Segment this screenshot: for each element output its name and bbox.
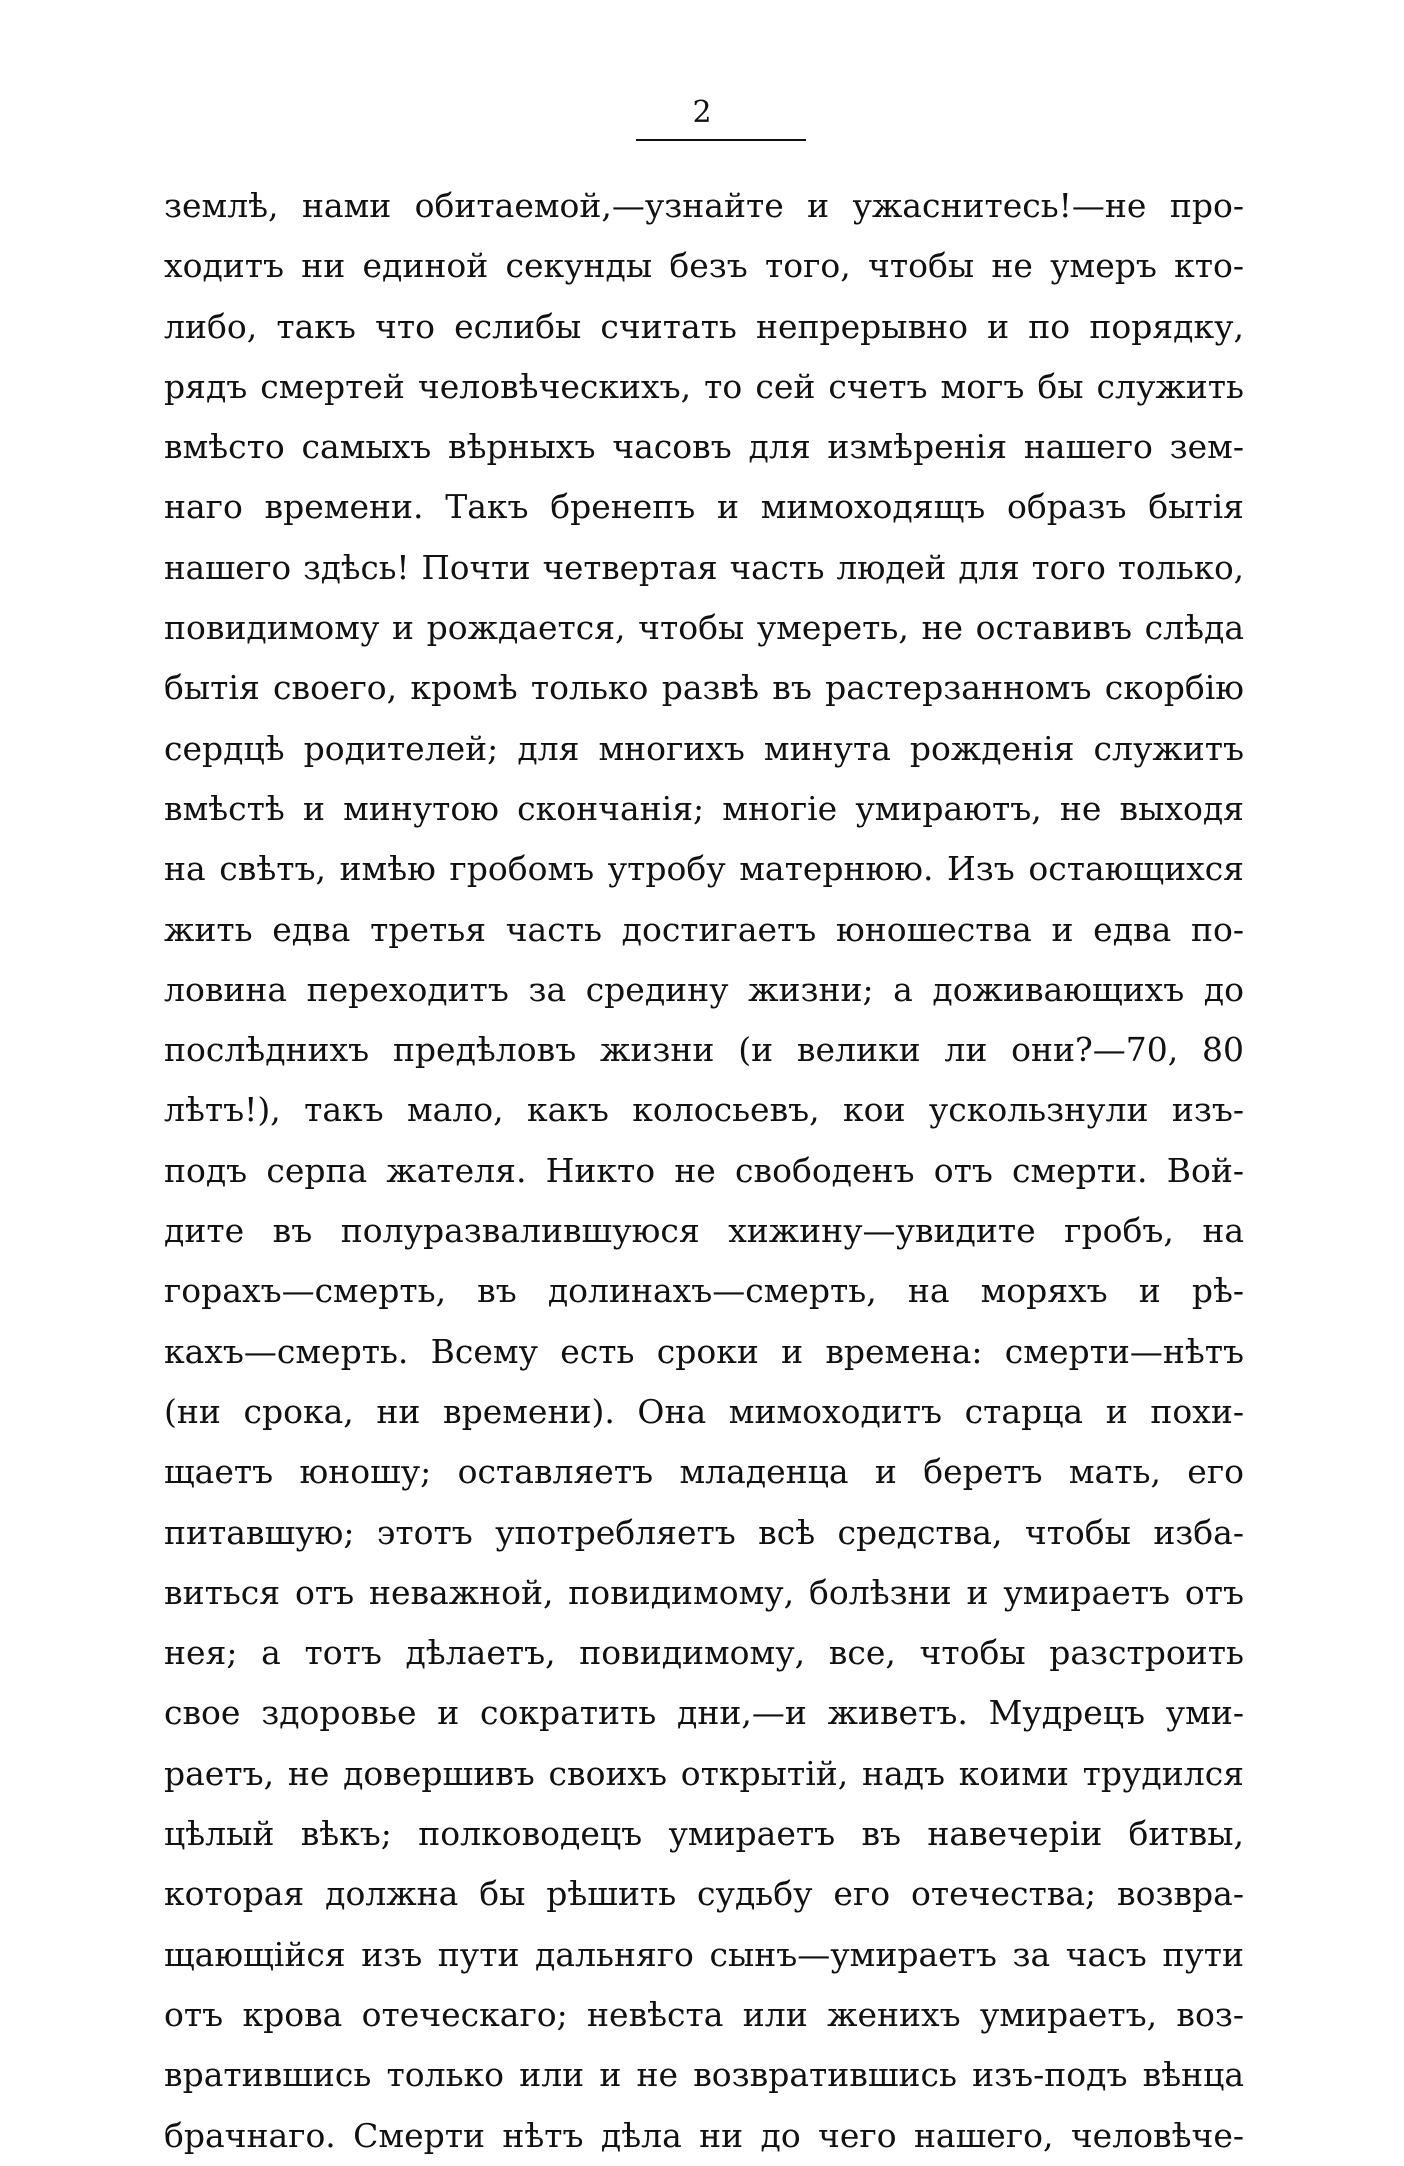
text-line: нея; а тотъ дѣлаетъ, повидимому, все, чтобы разстроить [164,1633,1244,1673]
text-line: (ни срока, ни времени). Она мимоходитъ старца и похи- [164,1391,1244,1431]
text-line: кахъ—смерть. Всему есть сроки и времена: смерти—нѣтъ [164,1331,1244,1371]
text-line: лѣтъ!), такъ мало, какъ колосьевъ, кои ускользнули изъ- [164,1090,1244,1130]
text-line: дите въ полуразвалившуюся хижину—увидите гробъ, на [164,1211,1244,1251]
text-line: подъ серпа жателя. Никто не свободенъ отъ смерти. Вой- [164,1150,1244,1190]
text-line: послѣднихъ предѣловъ жизни (и велики ли они?—70, 80 [164,1030,1244,1070]
text-line: щаетъ юношу; оставляетъ младенца и беретъ мать, его [164,1452,1244,1492]
text-line: наго времени. Такъ бренепъ и мимоходящъ образъ бытія [164,487,1244,527]
text-line: повидимому и рождается, чтобы умереть, не оставивъ слѣда [164,608,1244,648]
text-line: сердцѣ родителей; для многихъ минута рожденія служитъ [164,728,1244,768]
text-line: жить едва третья часть достигаетъ юношества и едва по- [164,909,1244,949]
text-line: рядъ смертей человѣческихъ, то сей счетъ могъ бы служить [164,366,1244,406]
text-line: щающійся изъ пути дальняго сынъ—умираетъ за часъ пути [164,1934,1244,1974]
text-line: либо, такъ что еслибы считать непрерывно и по порядку, [164,306,1244,346]
header-rule [636,139,806,141]
text-line: виться отъ неважной, повидимому, болѣзни и умираетъ отъ [164,1572,1244,1612]
text-line: нашего здѣсь! Почти четвертая часть людей для того только, [164,548,1244,587]
text-line: отъ крова отеческаго; невѣста или женихъ умираетъ, воз- [164,1994,1244,2034]
text-line: вмѣстѣ и минутою скончанія; многіе умираютъ, не выходя [164,788,1244,828]
text-line: на свѣтъ, имѣю гробомъ утробу матернюю. Изъ остающихся [164,849,1244,889]
text-line: землѣ, нами обитаемой,—узнайте и ужаснитесь!—не про- [164,186,1244,225]
text-line: горахъ—смерть, въ долинахъ—смерть, на моряхъ и рѣ- [164,1271,1244,1311]
text-line: свое здоровье и сократить дни,—и живетъ. Мудрецъ уми- [164,1693,1244,1733]
body-text [164,176,1244,2166]
text-line: бытія своего, кромѣ только развѣ въ растерзанномъ скорбію [164,668,1244,708]
text-line: ловина переходитъ за средину жизни; а доживающихъ до [164,969,1244,1009]
text-line: питавшую; этотъ употребляетъ всѣ средства, чтобы изба- [164,1512,1244,1552]
text-line: которая должна бы рѣшить судьбу его отечества; возвра- [164,1874,1244,1914]
page-number: 2 [692,95,712,130]
text-line: цѣлый вѣкъ; полководецъ умираетъ въ навечеріи битвы, [164,1814,1244,1854]
text-line: вмѣсто самыхъ вѣрныхъ часовъ для измѣренія нашего зем- [164,427,1244,467]
text-line: вратившись только или и не возвратившись изъ-подъ вѣнца [164,2055,1244,2095]
text-line: брачнаго. Смерти нѣтъ дѣла ни до чего нашего, человѣче- [164,2115,1244,2155]
text-line: раетъ, не довершивъ своихъ открытій, надъ коими трудился [164,1753,1244,1793]
text-line: ходитъ ни единой секунды безъ того, чтобы не умеръ кто- [164,246,1244,286]
